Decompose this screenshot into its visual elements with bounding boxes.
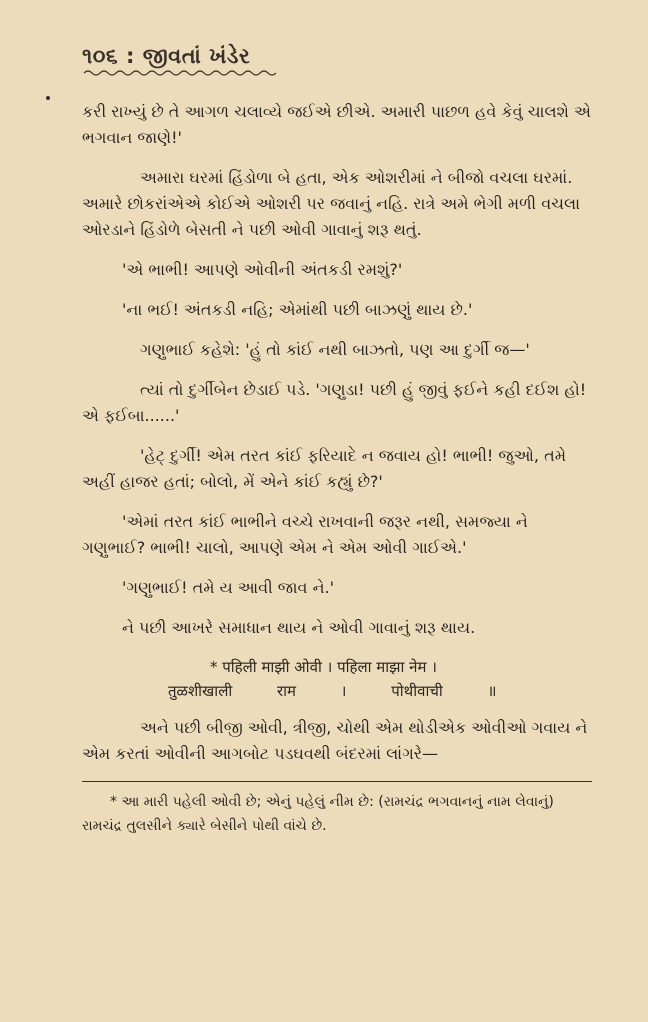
paragraph-2: અમારા ઘરમાં હિંડોળા બે હતા, એક ઓશરીમાં ને બીજો વચલા ઘરમાં. અમારે છોકરાંએએ કોઈએ ઓશરી પર જવાનું નહિ. રાત્રે અમે ભેગી મળી વચલા ઓરડાને હિંડોળે બેસતી ને પછી ઓવી ગાવાનું શરૂ થતું.: [82, 168, 580, 239]
footnote: * આ મારી પહેલી ઓવી છે; એનું પહેલું નીમ છે: (રામચંદ્ર ભગવાનનું નામ લેવાનું) રામચંદ્ર તુલસીને ક્યારે બેસીને પોથી વાંચે છે.: [82, 794, 554, 834]
paragraph-8: 'એમાં તરત કાંઈ ભાભીને વચ્ચે રાખવાની જરૂર નથી, સમજ્યા ને ગણુભાઈ? ભાભી! ચાલો, આપણે એમ ને એમ ઓવી ગાઈએ.': [82, 512, 528, 557]
paragraph-1: કરી રાખ્યું છે તે આગળ ચલાવ્યે જઈએ છીએ. અમારી પાછળ હવે કેવું ચાલશે એ ભગવાન જાણે!': [82, 102, 591, 147]
verse-line-1: * पहिली माझी ओवी । पहिला माझा नेम ।: [210, 658, 437, 676]
verse-line-2: तुळशीखाली राम । पोथीवाची ॥: [168, 682, 497, 700]
paragraph-6: ત્યાં તો દુર્ગીબેન છેડાઈ પડે. 'ગણુડા! પછી હું જીવું ફઈને કહી દઈશ હો! એ ફઈબા......': [82, 380, 587, 425]
closing-paragraph: અને પછી બીજી ઓવી, ત્રીજી, ચોથી એમ થોડીએક ઓવીઓ ગવાય ને એમ કરતાં ઓવીની આગબોટ પડઘવથી બંદરમાં લાંગરે—: [82, 718, 588, 763]
running-head: ૧૦૬ : જીવતાં ખંડેર: [82, 44, 251, 68]
paragraph-3: 'એ ભાભી! આપણે ઓવીની અંતકડી રમશું?': [122, 260, 403, 279]
ink-speck: [46, 96, 50, 100]
paragraph-10: ને પછી આખરે સમાધાન થાય ને ઓવી ગાવાનું શરૂ થાય.: [122, 618, 476, 637]
paragraph-7: 'હેટ્ દુર્ગી! એમ તરત કાંઈ ફરિયાદે ન જવાય હો! ભાભી! જુઓ, તમે અહીં હાજર હતાં; બોલો, મેં એને કાંઈ કહ્યું છે?': [82, 446, 566, 491]
paragraph-4: 'ના ભઈ! અંતકડી નહિ; એમાંથી પછી બાઝણું થાય છે.': [122, 300, 473, 319]
paragraph-5: ગણુભાઈ કહેશે: 'હું તો કાંઈ નથી બાઝતો, પણ આ દુર્ગી જ—': [140, 340, 530, 359]
paragraph-9: 'ગણુભાઈ! તમે ય આવી જાવ ને.': [122, 578, 334, 597]
decorative-wavy-rule: [82, 69, 282, 77]
footnote-divider: [82, 781, 592, 782]
